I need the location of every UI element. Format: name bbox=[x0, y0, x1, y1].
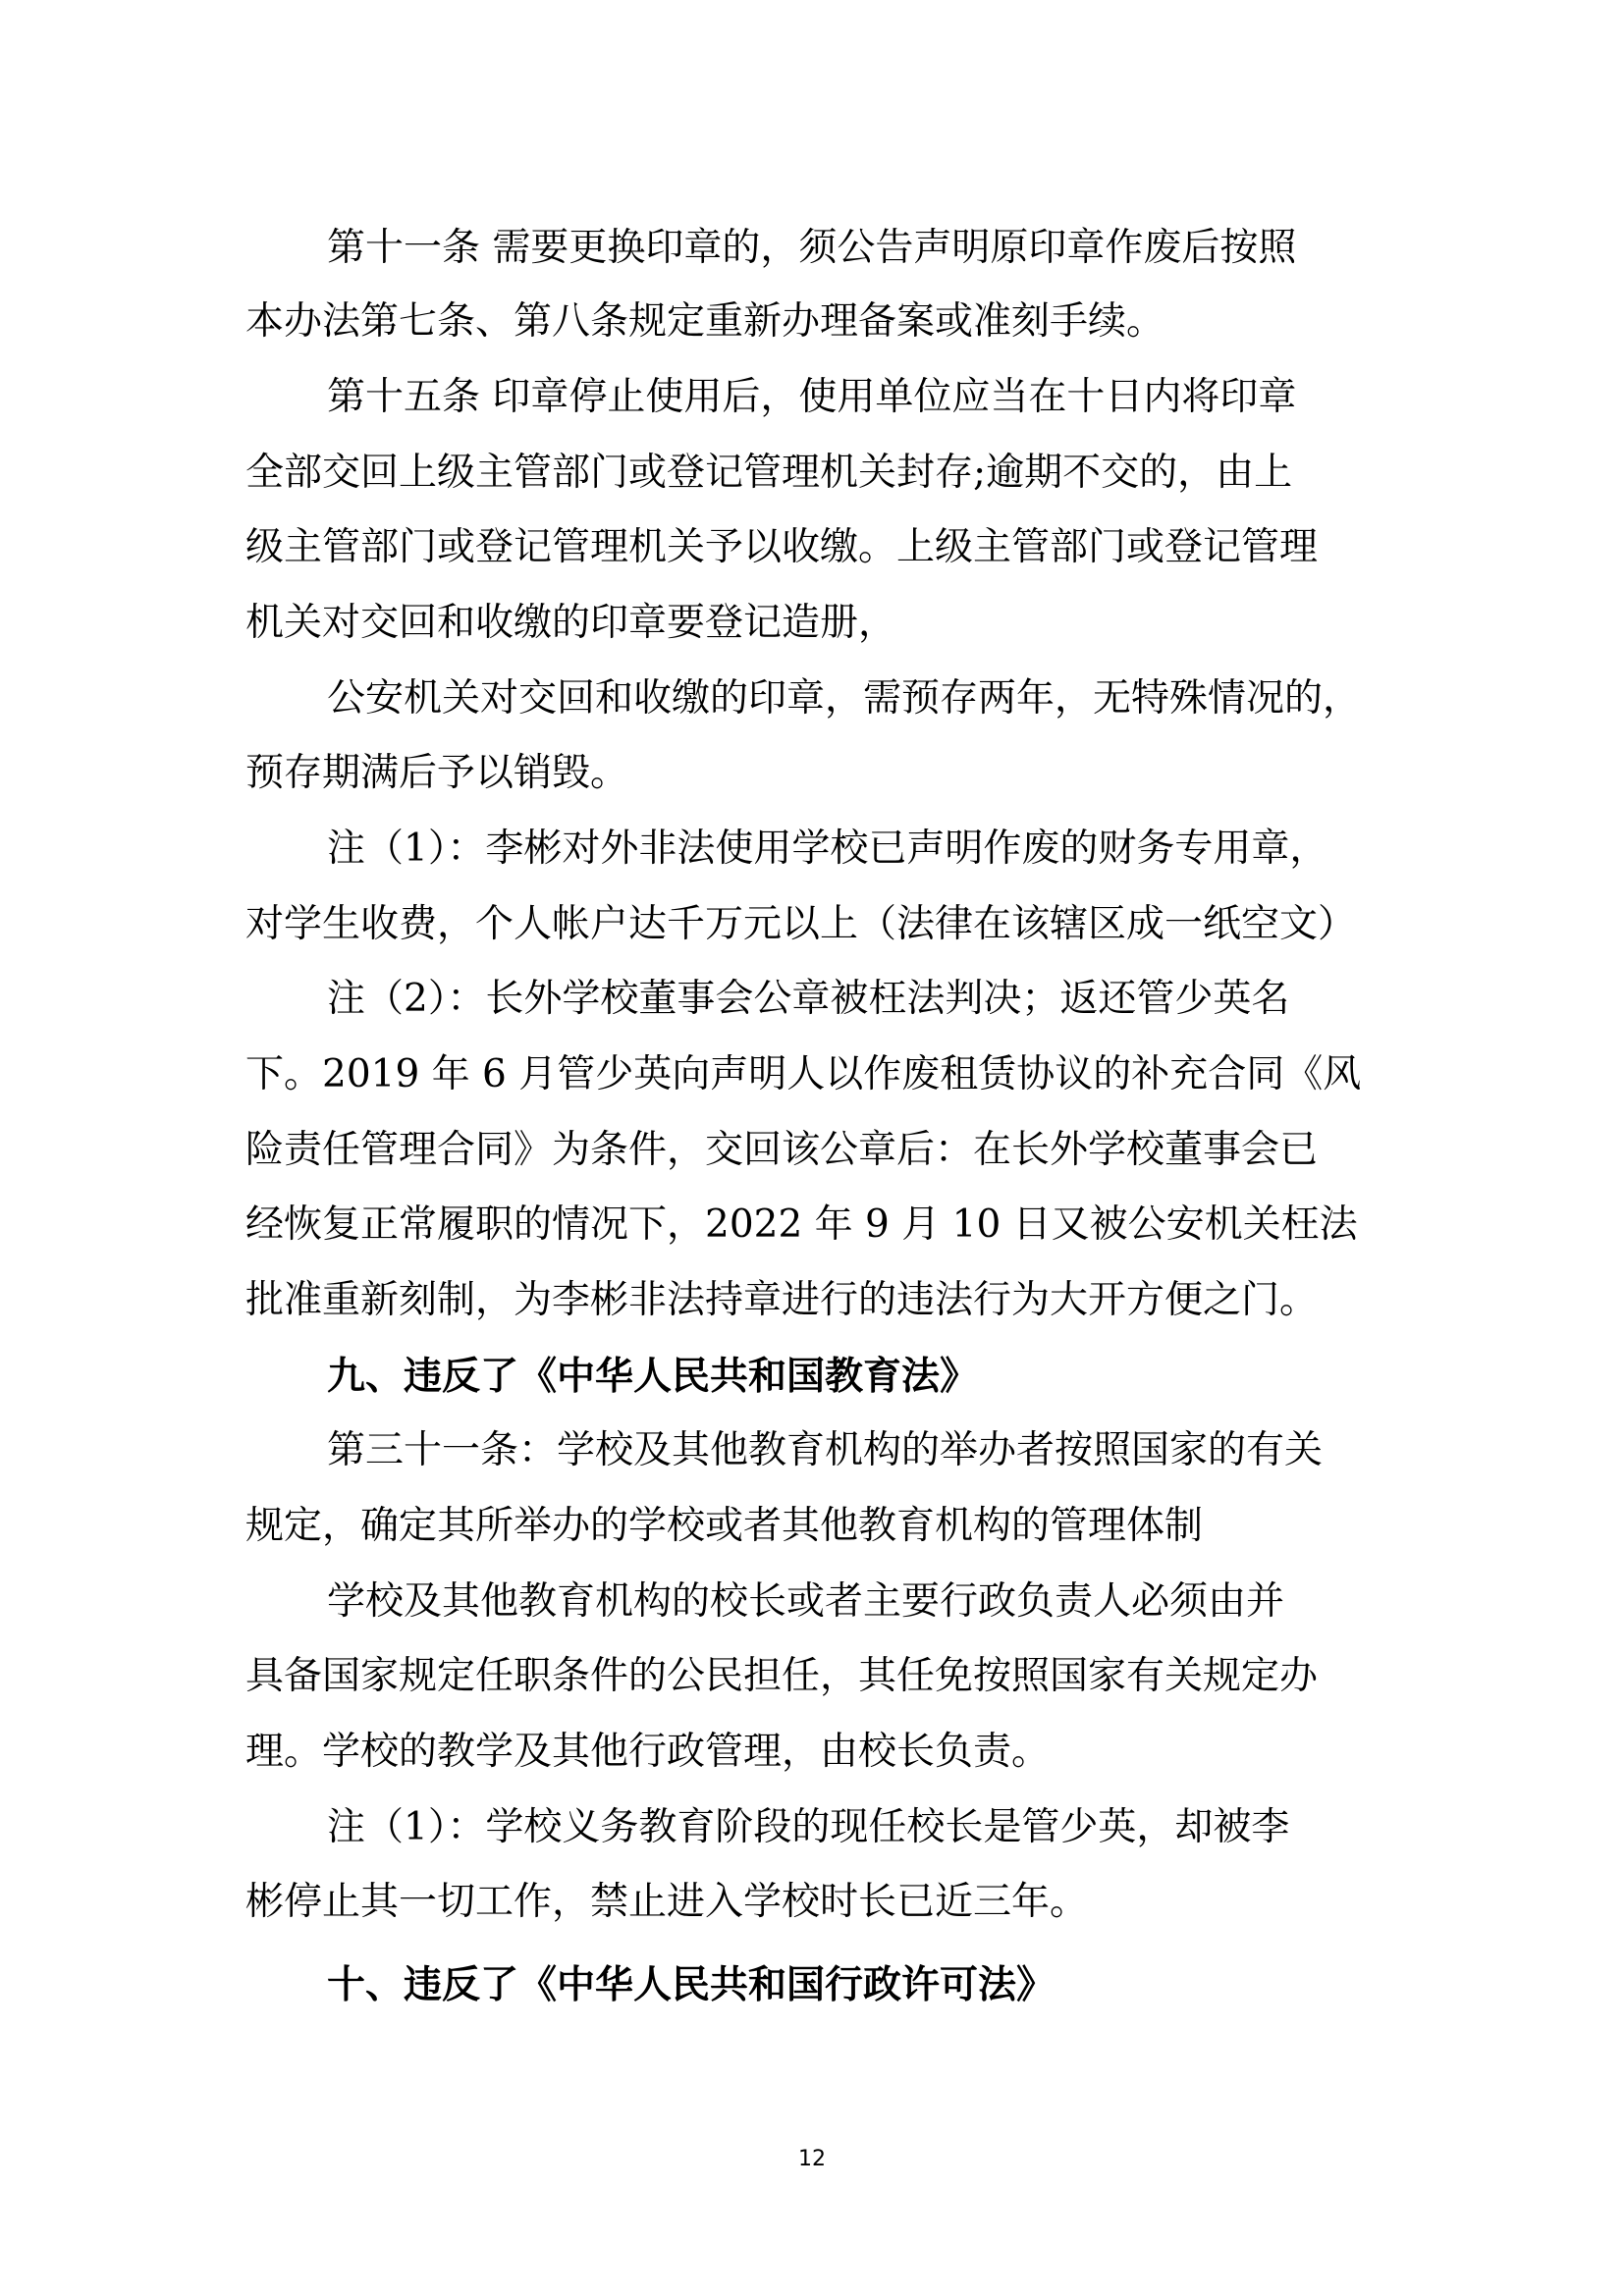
page-number: 12 bbox=[798, 2147, 826, 2171]
paragraph-line: 第三十一条：学校及其他教育机构的举办者按照国家的有关 bbox=[327, 1428, 1324, 1472]
paragraph-line: 下。2019 年 6 月管少英向声明人以作废租赁协议的补充合同《风 bbox=[245, 1052, 1362, 1096]
paragraph-line: 注（2）：长外学校董事会公章被枉法判决；返还管少英名 bbox=[327, 977, 1290, 1021]
paragraph-line: 彬停止其一切工作，禁止进入学校时长已近三年。 bbox=[245, 1880, 1089, 1924]
paragraph-line: 规定，确定其所举办的学校或者其他教育机构的管理体制 bbox=[245, 1504, 1204, 1548]
paragraph-line: 本办法第七条、第八条规定重新办理备案或准刻手续。 bbox=[245, 299, 1165, 344]
paragraph-line: 具备国家规定任职条件的公民担任，其任免按照国家有关规定办 bbox=[245, 1654, 1319, 1698]
paragraph-line: 第十一条 需要更换印章的，须公告声明原印章作废后按照 bbox=[327, 226, 1297, 270]
paragraph-line: 批准重新刻制，为李彬非法持章进行的违法行为大开方便之门。 bbox=[245, 1278, 1319, 1322]
paragraph-line: 公安机关对交回和收缴的印章，需预存两年，无特殊情况的， bbox=[327, 676, 1362, 721]
paragraph-line: 预存期满后予以销毁。 bbox=[245, 751, 629, 795]
paragraph-line: 第十五条 印章停止使用后，使用单位应当在十日内将印章 bbox=[327, 375, 1297, 419]
paragraph-line: 注（1）：李彬对外非法使用学校已声明作废的财务专用章， bbox=[327, 827, 1328, 871]
paragraph-line: 注（1）：学校义务教育阶段的现任校长是管少英，却被李 bbox=[327, 1805, 1290, 1849]
section-heading: 十、违反了《中华人民共和国行政许可法》 bbox=[327, 1962, 1056, 2007]
paragraph-line: 学校及其他教育机构的校长或者主要行政负责人必须由并 bbox=[327, 1579, 1285, 1624]
section-heading: 九、违反了《中华人民共和国教育法》 bbox=[327, 1354, 979, 1399]
paragraph-line: 级主管部门或登记管理机关予以收缴。上级主管部门或登记管理 bbox=[245, 525, 1319, 569]
paragraph-line: 全部交回上级主管部门或登记管理机关封存;逾期不交的，由上 bbox=[245, 451, 1293, 495]
paragraph-line: 经恢复正常履职的情况下，2022 年 9 月 10 日又被公安机关枉法 bbox=[245, 1202, 1358, 1247]
paragraph-line: 机关对交回和收缴的印章要登记造册， bbox=[245, 601, 897, 645]
paragraph-line: 险责任管理合同》为条件，交回该公章后：在长外学校董事会已 bbox=[245, 1128, 1319, 1172]
paragraph-line: 对学生收费，个人帐户达千万元以上（法律在该辖区成一纸空文） bbox=[245, 902, 1357, 946]
paragraph-line: 理。学校的教学及其他行政管理，由校长负责。 bbox=[245, 1730, 1051, 1774]
